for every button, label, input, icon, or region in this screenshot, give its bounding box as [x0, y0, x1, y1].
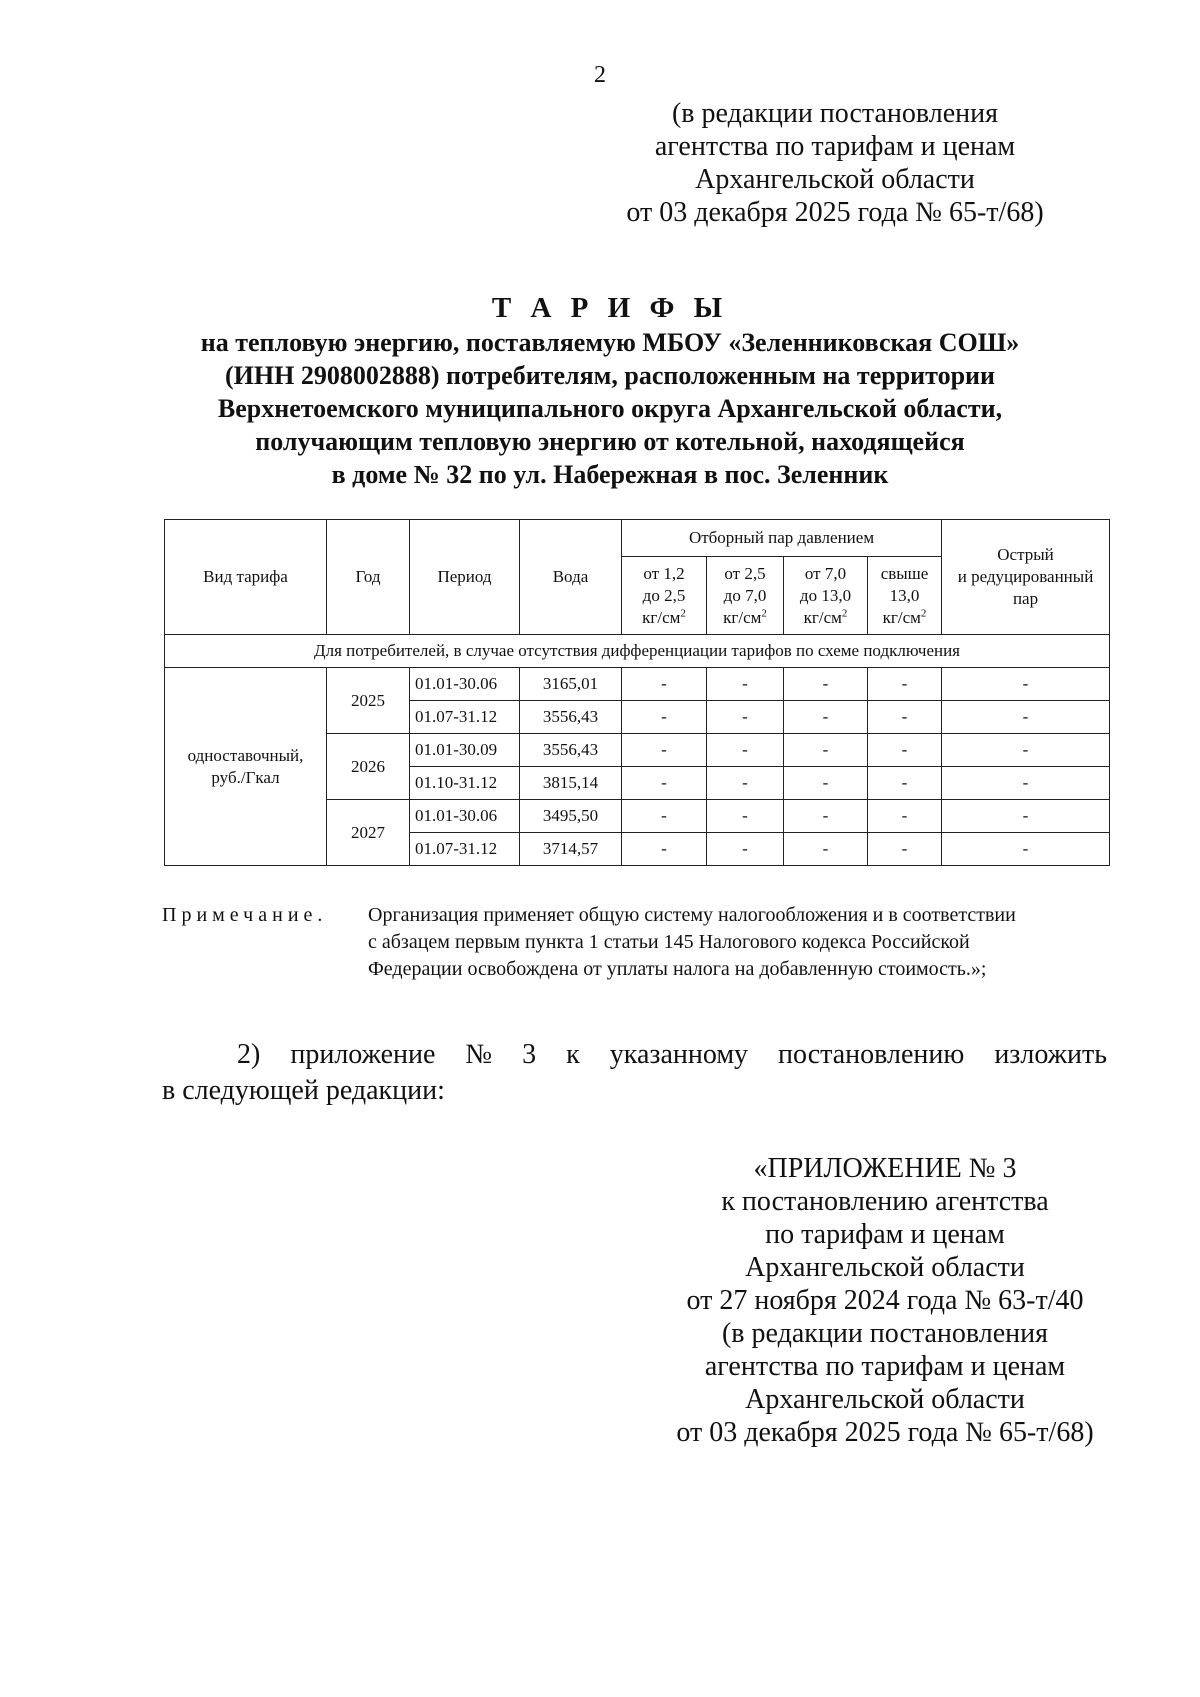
steam-cell: -: [622, 767, 707, 800]
period-cell: 01.01-30.06: [410, 668, 520, 701]
header-steam-1: от 1,2 до 2,5 $кг/см^2$: [622, 557, 707, 635]
header-steam-group: Отборный пар давлением: [622, 520, 942, 557]
note-line: Организация применяет общую систему налогообложения и в соответствии: [368, 904, 1016, 926]
note-text: [368, 902, 1104, 983]
header-note-line: Архангельской области: [695, 164, 975, 195]
header-water: Вода: [520, 520, 622, 635]
appendix-line: агентства по тарифам и ценам: [704, 1351, 1066, 1382]
steam-cell: -: [707, 701, 784, 734]
steam-cell: -: [868, 767, 942, 800]
steam-cell: -: [622, 800, 707, 833]
document-subtitle-line: в доме № 32 по ул. Набережная в пос. Зеленник: [331, 460, 889, 489]
section-caption: Для потребителей, в случае отсутствия дифференциации тарифов по схеме подключения: [165, 635, 1110, 668]
steam-cell: -: [784, 734, 868, 767]
steam-cell: -: [784, 800, 868, 833]
period-cell: 01.01-30.06: [410, 800, 520, 833]
year-cell: 2027: [327, 800, 410, 866]
appendix-line: «ПРИЛОЖЕНИЕ № 3: [753, 1153, 1017, 1184]
note-line: Федерации освобождена от уплаты налога на добавленную стоимость.»;: [368, 958, 987, 980]
document-subtitle-line: на тепловую энергию, поставляемую МБОУ «Зеленниковская СОШ»: [200, 328, 1020, 357]
year-cell: 2025: [327, 668, 410, 734]
steam-cell: -: [707, 668, 784, 701]
steam-cell: -: [622, 833, 707, 866]
header-note-line: (в редакции постановления: [671, 98, 999, 129]
water-cell: 3714,57: [520, 833, 622, 866]
steam-cell: -: [868, 833, 942, 866]
sharp-cell: -: [942, 668, 1110, 701]
header-year: Год: [327, 520, 410, 635]
header-steam-3: от 7,0 до 13,0 $кг/см^2$: [784, 557, 868, 635]
steam-cell: -: [868, 734, 942, 767]
tariff-name-cell: одноставочный, руб./Гкал: [165, 668, 327, 866]
water-cell: 3556,43: [520, 734, 622, 767]
year-cell: 2026: [327, 734, 410, 800]
sharp-cell: -: [942, 734, 1110, 767]
header-note-line: от 03 декабря 2025 года № 65-т/68): [626, 197, 1044, 228]
paragraph-2: [162, 1037, 1107, 1109]
steam-cell: -: [622, 734, 707, 767]
steam-cell: -: [622, 668, 707, 701]
header-note: [600, 97, 1070, 229]
period-cell: 01.07-31.12: [410, 833, 520, 866]
paragraph-line: в следующей редакции:: [162, 1075, 445, 1106]
document-subtitle-line: получающим тепловую энергию от котельной, находящейся: [255, 427, 965, 456]
document-subtitle-line: Верхнетоемского муниципального округа Архангельской области,: [217, 394, 1003, 423]
note-line: с абзацем первым пункта 1 статьи 145 Налогового кодекса Российской: [368, 931, 970, 953]
header-sharp-steam: Острый и редуцированный пар: [942, 520, 1110, 635]
appendix-line: по тарифам и ценам: [765, 1219, 1005, 1250]
period-cell: 01.07-31.12: [410, 701, 520, 734]
note-label: Примечание.: [162, 904, 328, 926]
appendix-line: Архангельской области: [745, 1384, 1025, 1415]
steam-cell: -: [784, 767, 868, 800]
appendix-line: (в редакции постановления: [721, 1318, 1049, 1349]
appendix-header: [650, 1152, 1120, 1449]
paragraph-line: 2) приложение № 3 к указанному постановлению изложить: [237, 1039, 1107, 1070]
water-cell: 3556,43: [520, 701, 622, 734]
appendix-line: Архангельской области: [745, 1252, 1025, 1283]
period-cell: 01.01-30.09: [410, 734, 520, 767]
document-subtitle-line: (ИНН 2908002888) потребителям, расположенным на территории: [224, 361, 995, 390]
water-cell: 3815,14: [520, 767, 622, 800]
appendix-line: от 03 декабря 2025 года № 65-т/68): [676, 1417, 1094, 1448]
sharp-cell: -: [942, 701, 1110, 734]
sharp-cell: -: [942, 800, 1110, 833]
steam-cell: -: [784, 668, 868, 701]
table-row: [165, 668, 1110, 701]
header-steam-2: от 2,5 до 7,0 $кг/см^2$: [707, 557, 784, 635]
period-cell: 01.10-31.12: [410, 767, 520, 800]
appendix-line: от 27 ноября 2024 года № 63-т/40: [686, 1285, 1084, 1316]
header-period: Период: [410, 520, 520, 635]
sharp-cell: -: [942, 833, 1110, 866]
steam-cell: -: [707, 833, 784, 866]
steam-cell: -: [784, 701, 868, 734]
steam-cell: -: [707, 800, 784, 833]
water-cell: 3495,50: [520, 800, 622, 833]
document-title-block: [150, 291, 1070, 490]
steam-cell: -: [622, 701, 707, 734]
sharp-cell: -: [942, 767, 1110, 800]
header-tariff-type: Вид тарифа: [165, 520, 327, 635]
tariff-table: [164, 519, 1110, 866]
steam-cell: -: [784, 833, 868, 866]
water-cell: 3165,01: [520, 668, 622, 701]
page-number: 2: [594, 62, 606, 88]
header-steam-4: свыше 13,0 $кг/см^2$: [868, 557, 942, 635]
steam-cell: -: [868, 668, 942, 701]
steam-cell: -: [707, 767, 784, 800]
steam-cell: -: [868, 800, 942, 833]
appendix-line: к постановлению агентства: [721, 1186, 1049, 1217]
header-note-line: агентства по тарифам и ценам: [654, 131, 1016, 162]
document-title: Т А Р И Ф Ы: [491, 292, 729, 324]
steam-cell: -: [707, 734, 784, 767]
steam-cell: -: [868, 701, 942, 734]
